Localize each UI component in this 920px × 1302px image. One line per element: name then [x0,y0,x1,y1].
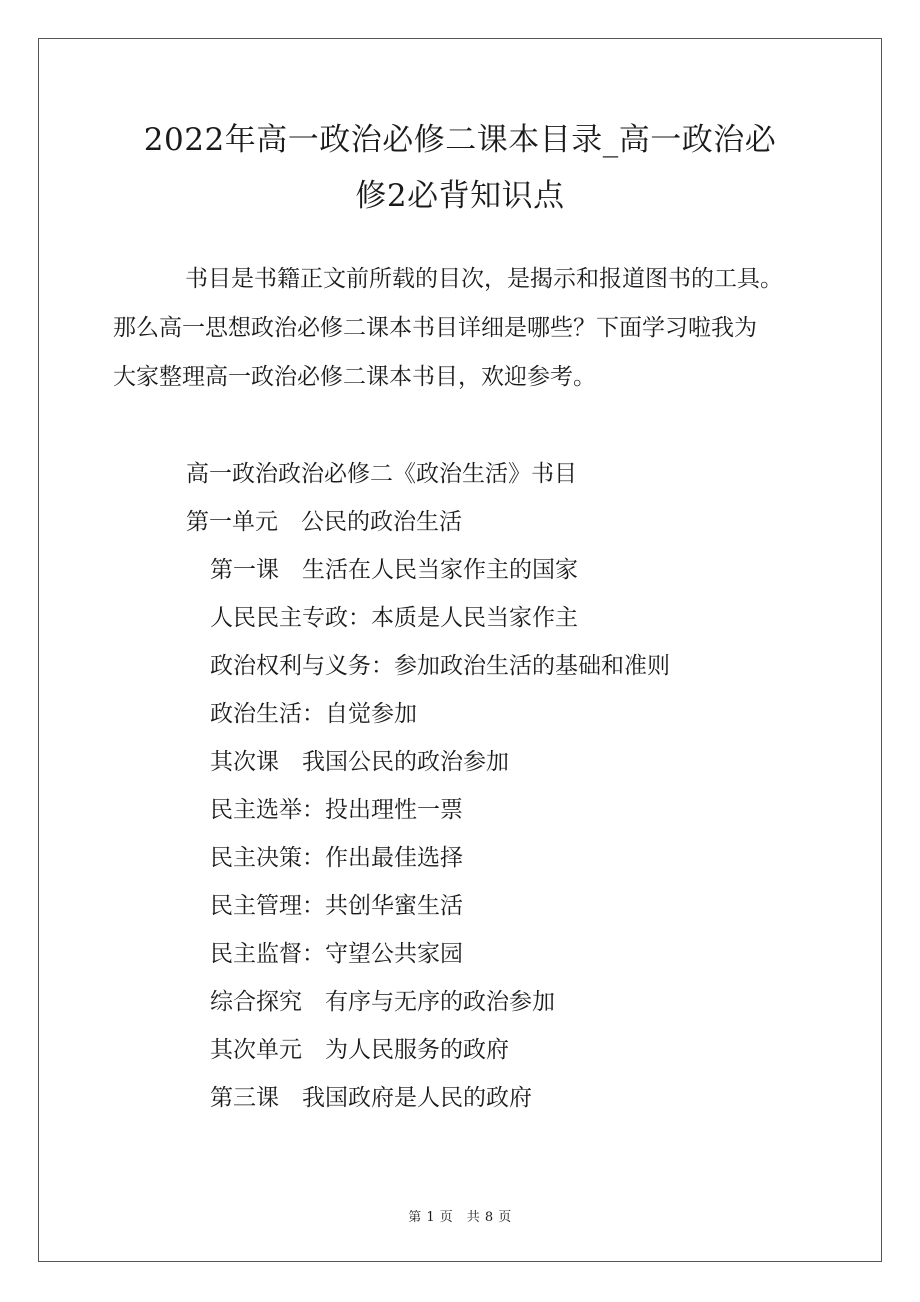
toc-item: 人民民主专政：本质是人民当家作主 [210,605,578,631]
toc-heading: 高一政治政治必修二《政治生活》书目 [186,461,577,487]
toc-item: 民主决策：作出最佳选择 [210,845,463,871]
toc-item: 民主管理：共创华蜜生活 [210,893,463,919]
title-line-2: 修2必背知识点 [355,178,565,214]
document-title [60,112,860,224]
toc-item: 民主选举：投出理性一票 [210,797,463,823]
toc-unit-2: 其次单元 为人民服务的政府 [210,1037,509,1063]
toc-lesson-1: 第一课 生活在人民当家作主的国家 [210,557,578,583]
toc-item: 民主监督：守望公共家园 [210,941,463,967]
toc-unit-1: 第一单元 公民的政治生活 [186,509,462,535]
toc-lesson-3: 第三课 我国政府是人民的政府 [210,1085,532,1111]
intro-line-2: 那么高一思想政治必修二课本书目详细是哪些？下面学习啦我为 [113,315,757,341]
intro-line-1: 书目是书籍正文前所载的目次，是揭示和报道图书的工具。 [185,266,783,292]
page-footer: 第 1 页 共 8 页 [408,1210,512,1225]
intro-line-3: 大家整理高一政治必修二课本书目，欢迎参考。 [113,364,596,390]
toc-item: 政治生活：自觉参加 [210,701,417,727]
title-line-1: 2022年高一政治必修二课本目录_高一政治必 [143,122,777,158]
intro-paragraph [113,255,833,402]
toc-item: 政治权利与义务：参加政治生活的基础和准则 [210,653,670,679]
toc-lesson-2: 其次课 我国公民的政治参加 [210,749,509,775]
toc-item: 综合探究 有序与无序的政治参加 [210,989,555,1015]
